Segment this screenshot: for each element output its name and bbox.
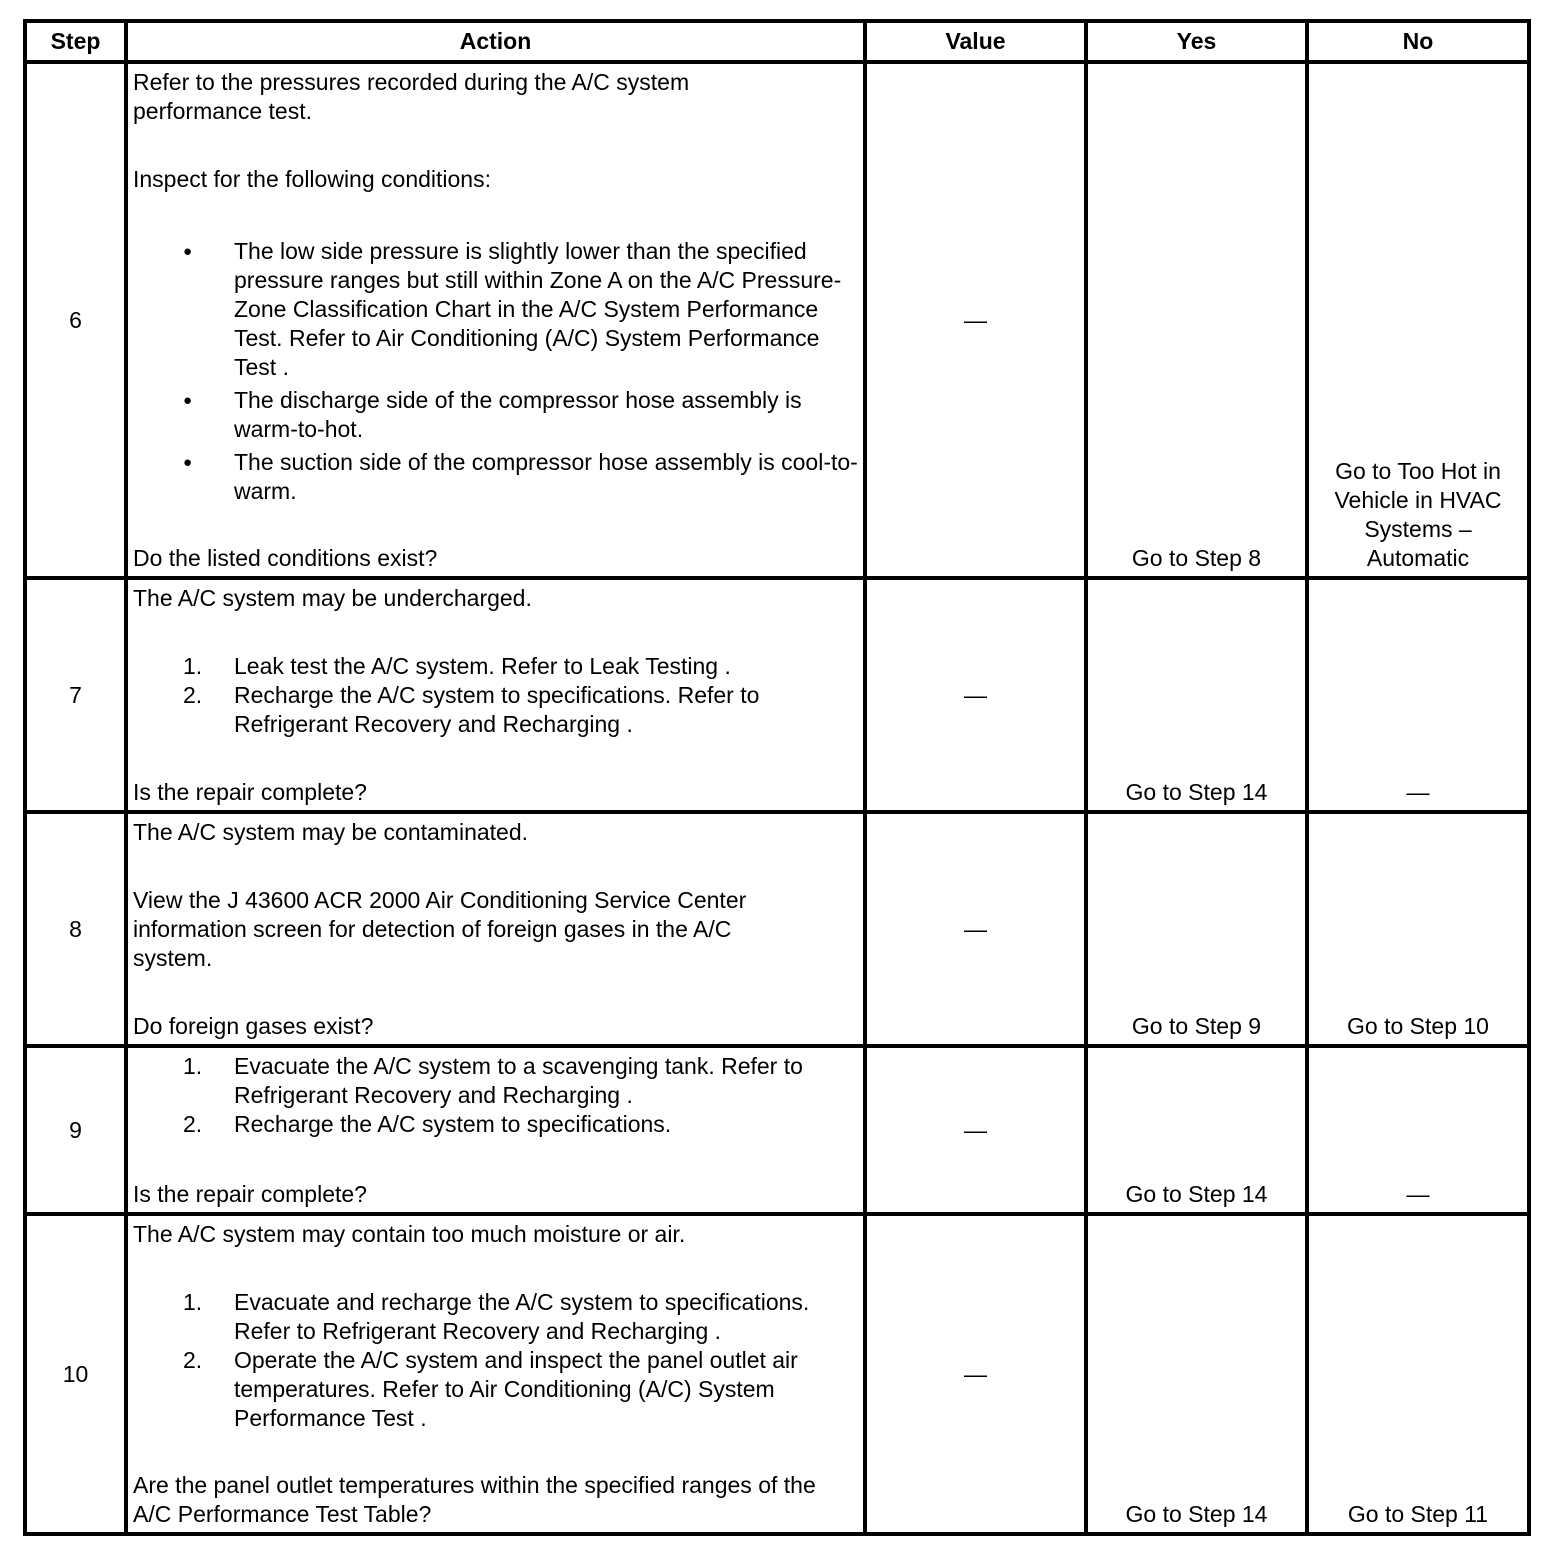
yes-cell: Go to Step 8 [1086, 62, 1307, 578]
list-item: ● The suction side of the compressor hose assembly is cool-to-warm. [133, 448, 859, 506]
value-cell: — [865, 62, 1086, 578]
list-item [133, 1110, 859, 1139]
list-text: Operate the A/C system and inspect the panel outlet air temperatures. Refer to Air Conditioning (A/C) System Performance Test . [234, 1347, 798, 1431]
list-item [133, 1288, 859, 1346]
table-row-step-8 [25, 812, 1529, 1046]
step-number: 7 [25, 578, 126, 812]
action-question: Do the listed conditions exist? [133, 545, 438, 571]
table-row-step-9 [25, 1046, 1529, 1214]
action-cell [126, 62, 865, 578]
list-item [133, 681, 859, 739]
action-cell [126, 578, 865, 812]
no-cell-text: Go to Too Hot in Vehicle in HVAC Systems – Automatic [1334, 458, 1502, 571]
procedure-list [133, 652, 859, 739]
yes-cell: Go to Step 14 [1086, 1046, 1307, 1214]
list-number: 1. [183, 1289, 203, 1315]
list-item: ● The discharge side of the compressor hose assembly is warm-to-hot. [133, 386, 859, 444]
header-action: Action [126, 21, 865, 62]
list-item [133, 652, 859, 681]
action-intro-2: Inspect for the following conditions: [133, 166, 491, 192]
yes-cell: Go to Step 14 [1086, 578, 1307, 812]
no-cell [1307, 62, 1529, 578]
list-number: 2. [183, 1111, 203, 1137]
table-row-step-7 [25, 578, 1529, 812]
header-step: Step [25, 21, 126, 62]
table-row-step-10 [25, 1214, 1529, 1534]
no-cell: — [1307, 578, 1529, 812]
action-cell [126, 1214, 865, 1534]
header-row [25, 21, 1529, 62]
action-intro: The A/C system may be contaminated. [133, 819, 529, 845]
list-text: Leak test the A/C system. Refer to Leak Testing . [234, 653, 731, 679]
no-cell: Go to Step 11 [1307, 1214, 1529, 1534]
list-item [133, 1346, 859, 1433]
table-row-step-6 [25, 62, 1529, 578]
step-number: 10 [25, 1214, 126, 1534]
action-intro: Refer to the pressures recorded during the A/C system performance test. [133, 69, 690, 124]
list-text: Recharge the A/C system to specifications. Refer to Refrigerant Recovery and Recharging . [234, 682, 760, 737]
action-question: Is the repair complete? [133, 779, 367, 805]
step-number: 6 [25, 62, 126, 578]
list-text: Evacuate and recharge the A/C system to specifications. Refer to Refrigerant Recovery and Recharging . [234, 1289, 810, 1344]
list-item: ● The low side pressure is slightly lower than the specified pressure ranges but still within Zone A on the A/C Pressure-Zone Classification Chart in the A/C System Performance Test. Refer to Air Conditioning (A/C) System Performance Test . [133, 237, 859, 382]
diagnostic-table [23, 19, 1531, 1536]
list-text: Evacuate the A/C system to a scavenging tank. Refer to Refrigerant Recovery and Recharging . [234, 1053, 803, 1108]
no-cell: Go to Step 10 [1307, 812, 1529, 1046]
action-cell [126, 812, 865, 1046]
condition-list [133, 237, 859, 506]
list-number: 2. [183, 682, 203, 708]
value-cell: — [865, 812, 1086, 1046]
header-value: Value [865, 21, 1086, 62]
yes-cell: Go to Step 14 [1086, 1214, 1307, 1534]
header-yes: Yes [1086, 21, 1307, 62]
yes-cell: Go to Step 9 [1086, 812, 1307, 1046]
action-question: Do foreign gases exist? [133, 1013, 374, 1039]
value-cell: — [865, 578, 1086, 812]
step-number: 9 [25, 1046, 126, 1214]
action-intro: The A/C system may be undercharged. [133, 585, 532, 611]
action-intro: The A/C system may contain too much moisture or air. [133, 1221, 686, 1247]
list-number: 1. [183, 653, 203, 679]
no-cell: — [1307, 1046, 1529, 1214]
list-number: 1. [183, 1053, 203, 1079]
header-no: No [1307, 21, 1529, 62]
action-question: Is the repair complete? [133, 1181, 367, 1207]
procedure-list [133, 1052, 859, 1139]
action-question: Are the panel outlet temperatures within the specified ranges of the A/C Performance Test Table? [133, 1472, 816, 1527]
value-cell: — [865, 1046, 1086, 1214]
value-cell: — [865, 1214, 1086, 1534]
action-intro-2: View the J 43600 ACR 2000 Air Conditioning Service Center information screen for detection of foreign gases in the A/C system. [133, 887, 747, 971]
list-text: Recharge the A/C system to specifications. [234, 1111, 672, 1137]
list-number: 2. [183, 1347, 203, 1373]
list-item [133, 1052, 859, 1110]
action-cell [126, 1046, 865, 1214]
procedure-list [133, 1288, 859, 1433]
step-number: 8 [25, 812, 126, 1046]
